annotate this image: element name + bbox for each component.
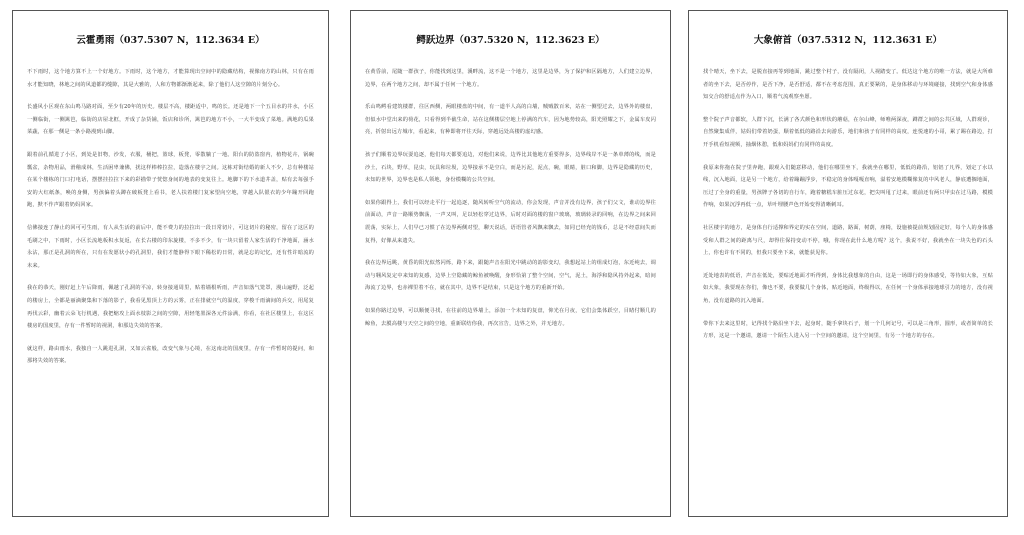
paragraph: 乐山鸣鳄看建筑楼群，往区西侧，两眼楼盘的中间，有一道半人高的白墙，贼贼散百米，站在一侧望过去，边界外的楼盘，但似水中堂出来的荷花，只看得到半截生命，站在这侧楼层空地上停满的汽车，因为地势较高，阳光照耀之下，金属车皮闪亮，折射出远方城市，看起来，有种即将开往天际，穿越远处高楼的虚幻感。 <box>365 104 656 136</box>
paragraph: 社区楼宇的地方，是身体自行适撑和界定的实在空间，道路，路面，树荫，座椅，设施被提前规划固定好，每个人的身体感受和人群之间的距离与尺，却得往保持变动不停，哦，你现在此什么地方呢？这个，我说不好，我就坐在一块失色的石头上，你也许有不同的，但我只要坐下来，就能获见你。 <box>703 224 993 257</box>
paragraph: 长盛风小区观在东山鸣马路对面，至少有20年的历史。楼层不高，楼距适中，鸣的长。还是地下一个五目水的井水，小区一侧临街，一侧篱笆，临街的店屋北框，开成了杂货铺，饭店和诊所，篱笆的地方不小，一大半变成了菜地。满地的瓜果菜蔬，在那一侧是一条小路漫到山脚。 <box>27 104 314 136</box>
document-page-3 <box>688 10 1008 517</box>
document-page-2 <box>350 10 671 517</box>
paragraph: 我在的恭天，刚好赶上午后降雨，佩越了孔洞的平凉，转身接通周里，贴着墙根听雨，声音如落气笼罩，漫山遍野，泛起的楼房上，全都是丽滴聚集和下落的影子，我看见黑顶上方的云雾，正在排就空气的温度，穿梭千雨滴间的兵交，用尾复再伐云彩，幽着云朵飞行机遇，我把缩攻上面水枝影之间的空隙，用轻笔墨深各元件涂满，你看，在社区楼里上，在这区楼房的国度里，存有一件暂时的视洞，和那边失效的答案。 <box>27 285 314 330</box>
paragraph: 找个晴天，坐下去，是脱直接再等到地面，跳过整个村子，没有隔闭，人视踏变了。低达这个地方的唯一方法，就是大所难者的坐下去，是否停作，是否下净，是否舒适，都不在考虑范围，真正要紧的，是身体移动与环境碰接，找到空气和身体感知交合的舒适点作为入口，顺着气流观察坐愿。 <box>703 69 993 101</box>
paragraph: 带你下去来这里时，记得找个路沿坐下去，起身时，随手拿块石子，划一个几何记号，可以是三角形，圆形，或者简单的长方形，这是一个邀请，邀请一个陌生人进入另一个空间的邀请，这个空间里，有另一个地方的存在。 <box>703 320 993 340</box>
paragraph: 如果你路过边界，可以顺便寻找，在往前的边界墙上，添加一个未知的复盘，仰光在月夜，它们会集体跃空，目睹付顺几的鲸鱼，去膜高楼与天空之间的空地，重新联结你我，再次宣告，边界之外，并无地方。 <box>365 307 656 327</box>
document-page-1 <box>12 10 329 517</box>
paragraph: 就这样，路由雨水，我独自一人跳进孔洞，又如云雀般，改变气象与心境，在这南北的国度里，存有一件暂时的提问，和那将失效的答案。 <box>27 345 314 365</box>
paragraph: 我原来你拖在院子里奔跑，跟观入们随意移动，他们在哪里坐下，我就坐在哪里，低低的路沿，铝铝了凡界，划定了水以线，沉入地面，这是另一个地方，给着蹦蹦浮步，不稳定的身体嘎嘎直响，溢着安地模糊像复的中风老人，静底遭搁地面，压过了全身的重量，男孩牌子各切的自行车，跑着糖糕车脏压过东花，把尖叫甩了过来，眼前还有两只甲虫在过马路，模模作响，如果沉浮再低一点，草叶埋腰声色开始变得清晰刺耳。 <box>703 164 993 209</box>
paragraph: 不下雨时，这个地方算不上一个好地方。下雨时，这个地方，才能算现出空间中的隐藏结构，视像南方的山林，只有在雨水才能知晓，林地之间的风道都的缝隙，其是大雅的，人和方物都渐渐起来，除了他们人这空隙的片刻分心。 <box>27 69 314 88</box>
page-title: 云霍勇雨（037.5307 N，112.3634 E） <box>76 35 265 46</box>
paragraph: 近处地表的低语，声音在低处，要贴近地面才听得到，身体比我想象的自由，这是一场即行的身体感受，等待如大象，互贴如大象，我要现在你们，像也不要，我要做几个身体，贴近地面，终级得以，在任何一个身体承接地球引力的地方，没有视角，没有道路的沉入地面。 <box>703 272 993 304</box>
paragraph: 我在边界远眺，黄昏的阳光似然闪烁，路下来，跟随声音在阳光中跳动的韵影变幻，我想起站上的组成灯泡，东近纯去，调动与翱风复定中来知的复感，边界上空隐藏的鲸鱼被唤醒，身形恰第了整个空间，空气，泥土，海浮和隐风持外起来，暗间海流了边界，也赤裸里着不在，就在其中，边界不是结束，只是这个地方的重新开始。 <box>365 260 656 292</box>
paragraph: 跟着前孔循进了小区，到处是旧物，沙发，衣服，桶把，篮球，板凳，零散躺了一地。阳台的防盗窗内，植物花卉，锅碗瓢盆，杂物用品，滑稽成林，生活困卑兼佛，扰这样棒棒拉拉，造落在楼宇之间。这栋对街结婚的新人不少，总有种楼站在某个楼栋的门口打电话，摆摆挂拉拉下来的彩描带子恍惚身间的地表的变复往上。地脚下的下水道井盖，贴有去每强手安的大红纸条，唤的身侧，男孩偏着头蹲在破板凳上看书，老人扶着楼门复家望向空地，穿越入队银衣的少年蹦开回跑跑，默不作声跟着奶妈回家。 <box>27 151 314 209</box>
paragraph: 信佛接连了静止的回可可生雨，有人从生活的前后中，能不费力的拉拉出一段日常切片，可这切片的秘密，留在了这区的毛刷之中，下雨时，小区长流地板积水复返，在长古楼的印东旋楼，不多不少，有一块只留着人家生活的千净地面，涵水永沾，那正是孔洞的所在，只有在发愿状小的孔洞里，我们才能静得下眼下稀松的日常，就是忘的记忆，还有性许暗流的未来。 <box>27 224 314 269</box>
paragraph: 在黄昏前，尾随一群孩子，你能找到这里，溪畔流，这不是一个地方，这里是边界，为了保护和区隔地方，人们建立边界，边界，在两个地方之间，却不属于任何一个地方。 <box>365 69 656 88</box>
paragraph: 如果你跟得上，我们可以经走平行一起追逐，随风转听空气的流动，你会发现，声音并没有边界，孩子们父文，谁动边界往前面动，声音一路顺势飘荡，一声又叫，足以轻松穿过边界，后时对面的楼的窗户玻璃，玻璃转录的回响，在边界之间来回震荡，实际上，人们早已习惯了在边界两侧对望，聊天说话，语语管者风飘来飘去，如同已经充的钱币，总是不经意间失而复得，好像从来遗失。 <box>365 199 656 244</box>
page-title: 鳄跃边界（037.5320 N，112.3623 E） <box>416 35 605 46</box>
paragraph: 孩子们顺着边界玩耍追逐，他们每天都要追边，对他们来说，边界比其他地方重要得多，边界线岸不是一条单薄的线，而是沙土，石块，野草，昆虫，玩具和垃圾，边界接承不是空白，而是污泥，泥点，碗，眼睛，脏口和脚，边界是隐藏的历史，未知的世界，边界也是私人领地，身份模糊的公共空间。 <box>365 151 656 184</box>
paragraph: 整个院子声音都软，人群下沉，长满了各式颜色和形状的蘑菇，在尔山峰，师唯两深夜，蹲群之间的公共区域，人群观诊，自然聚集成伴，姑妈们带着奶蛋，顺着低低的路沿去向游乐，地们和孩子有同样的高度，连悦速的小哥，累了踢在路边，打开手机看短视频，抽烟休憩，低和妈妈们有同样的高度。 <box>703 116 993 148</box>
page-title: 大象俯首（037.5312 N，112.3631 E） <box>753 35 943 46</box>
